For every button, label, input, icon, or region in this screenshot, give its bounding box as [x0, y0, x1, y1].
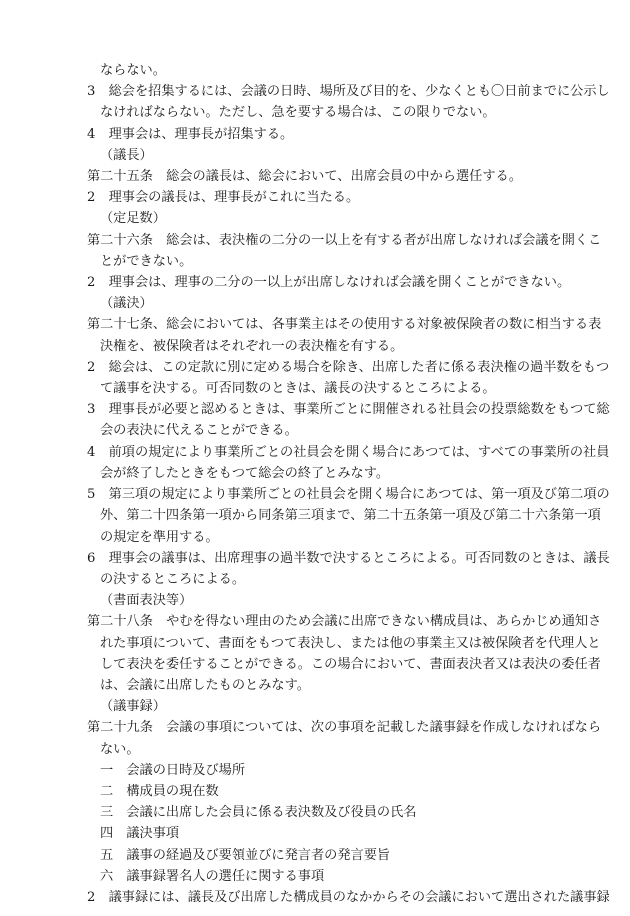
- section-heading: （書面表決等）: [100, 593, 193, 609]
- text-line: 2 理事会の議長は、理事長がこれに当たる。: [87, 190, 360, 206]
- text-line: の規定を準用する。: [100, 529, 219, 545]
- text-line: 第二十八条 やむを得ない理由のため会議に出席できない構成員は、あらかじめ通知さ: [87, 614, 602, 630]
- text-line: れた事項について、書面をもつて表決し、または他の事業主又は被保険者を代理人と: [100, 635, 601, 651]
- text-line: 第二十七条、総会においては、各事業主はその使用する対象被保険者の数に相当する表: [87, 317, 602, 333]
- text-line: 2 総会は、この定款に別に定める場合を除き、出席した者に係る表決権の過半数をもつ: [87, 359, 610, 375]
- text-line: 6 理事会の議事は、出席理事の過半数で決するところによる。可否同数のときは、議長: [87, 550, 610, 566]
- section-heading: （議長）: [100, 147, 153, 163]
- text-line: とができない。: [100, 253, 193, 269]
- text-line: 会の表決に代えることができる。: [100, 423, 298, 439]
- text-line: て議事を決する。可否同数のときは、議長の決するところによる。: [100, 381, 496, 397]
- section-heading: （議決）: [100, 296, 153, 312]
- list-item: 一 会議の日時及び場所: [100, 762, 246, 778]
- text-line: 第二十六条 総会は、表決権の二分の一以上を有する者が出席しなければ会議を開くこ: [87, 232, 602, 248]
- text-line: 会が終了したときをもつて総会の終了とみなす。: [100, 465, 390, 481]
- list-item: 六 議事録署名人の選任に関する事項: [100, 868, 325, 884]
- text-line: ない。: [100, 741, 140, 757]
- text-line: なければならない。ただし、急を要する場合は、この限りでない。: [100, 105, 496, 121]
- text-line: 決権を、被保険者はそれぞれ一の表決権を有する。: [100, 338, 404, 354]
- list-item: 三 会議に出席した会員に係る表決数及び役員の氏名: [100, 805, 417, 821]
- text-line: 外、第二十四条第一項から同条第三項まで、第二十五条第一項及び第二十六条第一項: [100, 508, 601, 524]
- text-line: 2 理事会は、理事の二分の一以上が出席しなければ会議を開くことができない。: [87, 275, 571, 291]
- list-item: 二 構成員の現在数: [100, 783, 219, 799]
- list-item: 四 議決事項: [100, 826, 180, 842]
- list-item: 五 議事の経過及び要領並びに発言者の発言要旨: [100, 847, 391, 863]
- section-heading: （議事録）: [100, 699, 166, 715]
- text-line: 2 議事録には、議長及び出席した構成員のなかからその会議において選出された議事録: [87, 890, 610, 905]
- text-line: の決するところによる。: [100, 571, 246, 587]
- text-line: 4 理事会は、理事長が招集する。: [87, 126, 294, 142]
- text-line: 3 理事長が必要と認めるときは、事業所ごとに開催される社員会の投票総数をもつて総: [87, 402, 610, 418]
- text-line: は、会議に出席したものとみなす。: [100, 677, 310, 693]
- text-line: 第二十九条 会議の事項については、次の事項を記載した議事録を作成しなければなら: [87, 720, 602, 736]
- text-line: 4 前項の規定により事業所ごとの社員会を開く場合にあつては、すべての事業所の社員: [87, 444, 610, 460]
- text-line: ならない。: [100, 63, 166, 78]
- text-line: して表決を委任することができる。この場合において、書面表決者又は表決の委任者: [100, 656, 601, 672]
- text-line: 第二十五条 総会の議長は、総会において、出席会員の中から選任する。: [87, 169, 522, 185]
- text-line: 3 総会を招集するには、会議の日時、場所及び目的を、少なくとも〇日前までに公示し: [87, 84, 610, 100]
- text-line: 5 第三項の規定により事業所ごとの社員会を開く場合にあつては、第一項及び第二項の: [87, 487, 610, 503]
- section-heading: （定足数）: [100, 211, 166, 227]
